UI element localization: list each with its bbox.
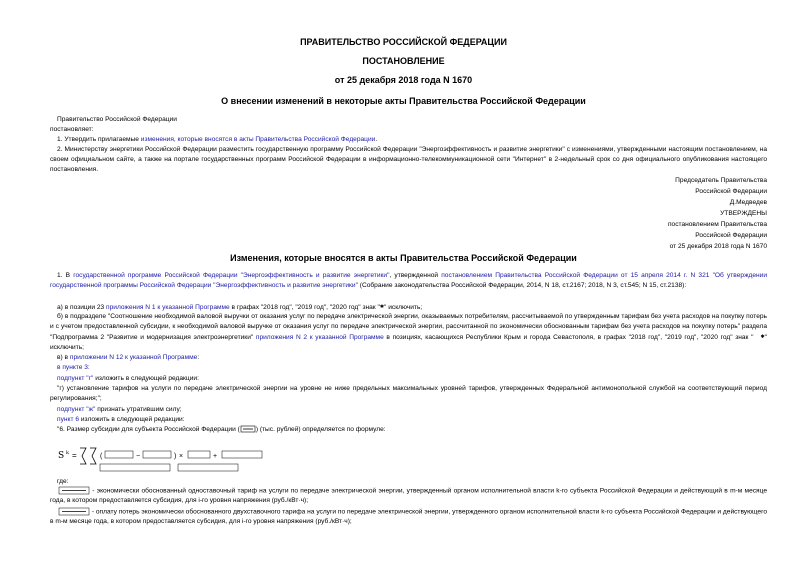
definition-2-text: - оплату потерь экономически обоснованного двухставочного тарифа на услуги по передаче электрической энергии, утвержденного органом исполнительной власти k-го субъекта Российской Федерации и действующего в m-м месяце года, в котором предоставляется субсидия, для i-го уровня напряжения (руб./кВт·ч); [50,508,767,526]
appendix-12-link[interactable]: приложении N 12 к указанной Программе [69,354,198,361]
sign-symbol-icon: ✱ [760,334,765,340]
svg-text:k: k [66,450,70,456]
subpoint-g [57,374,767,384]
svg-text:S: S [58,451,65,461]
subitem-a-text-b: в графах "2018 год", "2019 год", "2020 год" знак " [229,303,380,311]
point-6-content [57,425,767,435]
subsidy-symbol-icon [240,425,256,433]
government-heading: ПРАВИТЕЛЬСТВО РОССИЙСКОЙ ФЕДЕРАЦИИ [300,37,507,47]
where-label: где: [57,478,69,485]
subitem-b-text-c: в позициях, касающихся Республики Крым и города Севастополя, в графах "2018 год", "2019 год", "2020 год" знак " [383,333,754,341]
subitem-b-text-d: " исключить; [50,333,767,351]
point-6 [57,415,767,425]
subpoint-zh-link[interactable]: подпункт "ж" [57,406,96,413]
preamble-1: Правительство Российской Федерации [57,116,177,123]
resolution-321-link[interactable]: постановлением Правительства Российской Федерации от 15 апреля 2014 г. N 321 "Об утверждении государственной программы Российской Федерации "Энергоэффективность и развитие энергетики" [50,272,767,289]
point-6-link[interactable]: пункт 6 [57,416,79,423]
change-1 [50,271,767,291]
changes-title: Изменения, которые вносятся в акты Правительства Российской Федерации [230,253,577,263]
svg-text:=: = [72,451,77,460]
svg-text:+: + [213,453,218,460]
preamble-2: постановляет: [50,126,94,133]
payment-symbol-icon [58,507,90,516]
point-3-label[interactable]: в пункте 3: [57,364,90,371]
doctype-heading: ПОСТАНОВЛЕНИЕ [362,56,445,66]
appendix-2-link[interactable]: приложения N 2 к указанной Программе [255,333,384,341]
change-1-text-b: , утвержденной [389,272,442,279]
subitem-v [57,353,767,363]
signature-line-1: Председатель Правительства [675,177,767,184]
svg-text:(: ( [100,453,103,460]
svg-text:): ) [174,453,177,460]
svg-text:×: × [179,453,184,460]
svg-text:−: − [136,453,141,460]
definition-2 [50,507,767,527]
sign-symbol-icon: ✱ [379,304,385,310]
subpoint-zh-text: признать утратившим силу; [95,406,182,413]
approved-line-3: Российской Федерации [695,232,767,239]
approved-line-1: УТВЕРЖДЕНЫ [720,210,767,217]
subpoint-g-content: "г) установление тарифов на услуги по передаче электрической энергии на уровне не ниже предельных максимальных уровней тарифов, утвержденных Федеральной антимонопольной службой на соответствующий период регулирования;"; [50,385,767,402]
subitem-a-text-c: " исключить; [384,303,423,311]
signature-line-3: Д.Медведев [729,199,767,206]
signature-line-2: Российской Федерации [695,188,767,195]
appendix-1-link[interactable]: приложения N 1 к указанной Программе [106,303,230,311]
subpoint-g-link[interactable]: подпункт "г" [57,375,94,382]
point-6-content-a: "6. Размер субсидии для субъекта Российской Федерации ( [57,426,240,433]
state-program-link[interactable]: государственной программе Российской Федерации "Энергоэффективность и развитие энергетики" [73,272,390,279]
change-1-text-a: 1. В [57,272,74,279]
subpoint-zh [57,405,767,415]
subitem-v-end: : [197,354,200,361]
item-1 [57,135,767,145]
item-2: 2. Министерству энергетики Российской Федерации разместить государственную программу Российской Федерации "Энергоэффективность и развитие энергетики" с изменениями, утвержденными настоящим постановлением, на своем официальном сайте, а также на портале государственных программ Российской Федерации в информационно-телекоммуникационной сети "Интернет" в 2-недельный срок со дня официального опубликования настоящего постановления. [50,146,767,173]
approved-line-4: от 25 декабря 2018 года N 1670 [669,243,767,250]
point-6-content-b: ) (тыс. рублей) определяется по формуле: [255,426,386,433]
item-1-end: . [375,136,378,143]
approved-line-2: постановлением Правительства [667,221,767,228]
subitem-b [50,312,767,353]
point-6-text: изложить в следующей редакции: [79,416,185,423]
document-date: от 25 декабря 2018 года N 1670 [334,75,473,85]
change-1-text-c: (Собрание законодательства Российской Федерации, 2014, N 18, ст.2167; 2018, N 3, ст.545; N 15, ст.2138): [357,282,687,289]
subsidy-formula-image [58,444,308,474]
subitem-b-text: б) в подразделе "Соотношение необходимой валовой выручки от оказания услуг по передаче электрической энергии, оказываемых потребителям, рассчитываемой по утвержденным тарифам без учета расходов на покупку потерь и с учетом предоставленной субсидии, к необходимой валовой выручке от оказания услуг по передаче электрической энергии, рассчитанной по экономически обоснованным тарифам без учета расходов на покупку потерь" раздела "Подпрограмма 2 "Развитие и модернизация электроэнергетики" [50,313,767,341]
tariff-symbol-icon [58,486,90,495]
definition-1-text: - экономически обоснованный одноставочный тариф на услуги по передаче электрической энергии, утвержденный органом исполнительной власти k-го субъекта Российской Федерации и действующий в m-м месяце года, в котором предоставляется субсидия, для i-го уровня напряжения (руб./кВт·ч); [50,487,767,505]
changes-link[interactable]: изменения, которые вносятся в акты Правительства Российской Федерации [140,136,376,143]
item-1-text: 1. Утвердить прилагаемые [57,136,141,143]
subpoint-g-text: изложить в следующей редакции: [93,375,199,382]
subitem-a-text: а) в позиции 23 [57,303,107,311]
subitem-v-text: в) в [57,354,70,361]
document-title: О внесении изменений в некоторые акты Правительства Российской Федерации [221,96,586,106]
definition-1 [50,486,767,506]
